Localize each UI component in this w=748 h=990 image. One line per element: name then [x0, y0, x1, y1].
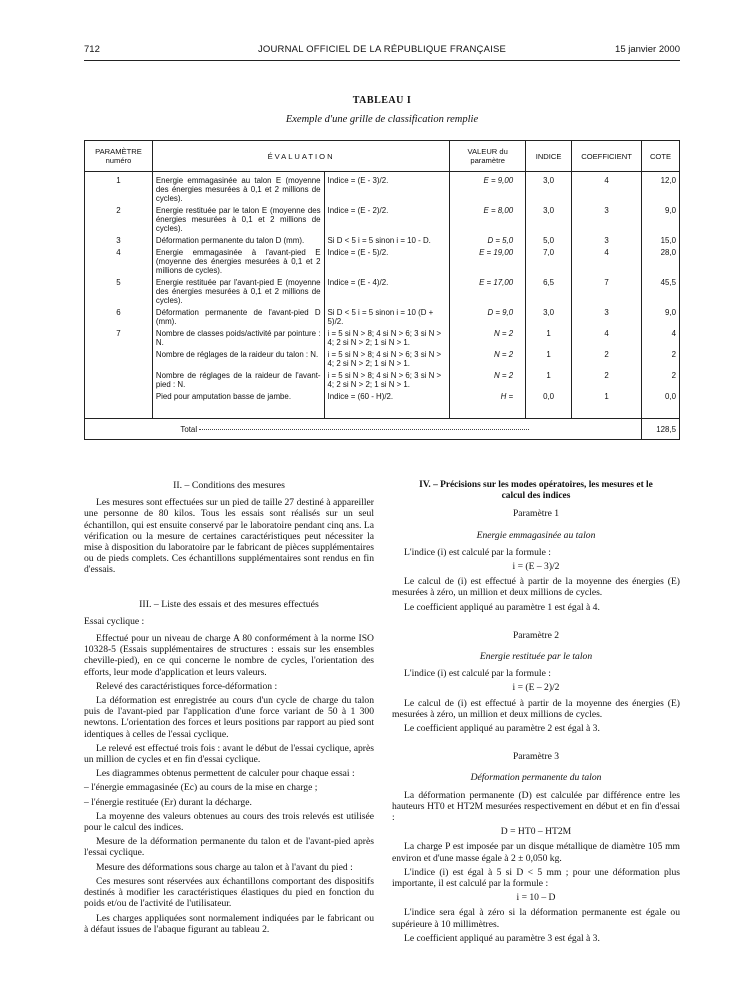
paragraph: L'indice sera égal à zéro si la déformation permanente est égale ou supérieure à 10 millimètres.	[392, 907, 680, 930]
paragraph: Essai cyclique :	[84, 615, 145, 627]
cote-value: 12,0	[642, 176, 680, 206]
section-2-title: II. – Conditions des mesures	[173, 480, 285, 491]
param-number: 5	[85, 278, 153, 308]
indice-value: 3,0	[526, 176, 572, 206]
leader-dots	[199, 429, 529, 430]
param-number: 2	[85, 206, 153, 236]
table-title: TABLEAU I	[352, 95, 412, 106]
parameter-1-heading: Paramètre 1	[512, 508, 560, 520]
header-param: PARAMÈTRE numéro	[85, 141, 153, 172]
evaluation-description: Energie restituée par l'avant-pied E (moyenne des énergies mesurées à 0,1 et 2 millions de cycles).	[152, 278, 324, 308]
cote-value: 15,0	[642, 236, 680, 248]
table-row	[85, 206, 680, 236]
header-cote: COTE	[642, 141, 680, 172]
cote-value: 2	[642, 371, 680, 392]
paragraph: L'indice (i) est calculé par la formule :	[404, 668, 551, 680]
evaluation-description: Pied pour amputation basse de jambe.	[152, 392, 324, 404]
parameter-value: N = 2	[450, 371, 526, 392]
coefficient-value: 4	[572, 176, 642, 206]
coefficient-value: 3	[572, 206, 642, 236]
coefficient-value: 2	[572, 350, 642, 371]
formula: i = 10 – D	[516, 892, 556, 904]
coefficient-value: 3	[572, 236, 642, 248]
parameter-1-subtitle: Energie emmagasinée au talon	[476, 529, 596, 541]
paragraph: Relevé des caractéristiques force-déformation :	[96, 680, 278, 692]
parameter-2-subtitle: Energie restituée par le talon	[479, 651, 593, 663]
evaluation-description: Energie emmagasinée au talon E (moyenne des énergies mesurées à 0,1 et 2 millions de cycles).	[152, 176, 324, 206]
coefficient-value: 4	[572, 329, 642, 350]
parameter-value: N = 2	[450, 329, 526, 350]
parameter-3-subtitle: Déformation permanente du talon	[470, 772, 602, 784]
param-number: 7	[85, 329, 153, 350]
coefficient-value: 1	[572, 392, 642, 404]
cote-value: 0,0	[642, 392, 680, 404]
right-column	[392, 480, 680, 947]
table-row	[85, 350, 680, 371]
parameter-value: D = 5,0	[450, 236, 526, 248]
indice-value: 3,0	[526, 206, 572, 236]
parameter-value: N = 2	[450, 350, 526, 371]
table-header-row	[85, 141, 680, 172]
header-rule	[84, 60, 680, 61]
paragraph: La charge P est imposée par un disque métallique de diamètre 105 mm environ et d'une masse égale à 2 ± 0,050 kg.	[392, 841, 680, 864]
coefficient-value: 2	[572, 371, 642, 392]
page-header	[84, 44, 680, 58]
table-row	[85, 329, 680, 350]
paragraph: L'indice (i) est calculé par la formule :	[404, 546, 551, 558]
paragraph: La déformation permanente (D) est calculée par différence entre les hauteurs HT0 et HT2M mesurées respectivement en début et en fin d'essai :	[392, 789, 680, 824]
coefficient-value: 7	[572, 278, 642, 308]
param-number: 4	[85, 248, 153, 278]
table-row	[85, 371, 680, 392]
evaluation-formula: Indice = (E - 4)/2.	[324, 278, 450, 308]
paragraph: Le coefficient appliqué au paramètre 2 est égal à 3.	[404, 723, 600, 735]
evaluation-formula: i = 5 si N > 8; 4 si N > 6; 3 si N > 4; 2 si N > 2; 1 si N > 1.	[324, 329, 450, 350]
parameter-value: E = 19,00	[450, 248, 526, 278]
evaluation-formula: Si D < 5 i = 5 sinon i = 10 (D + 5)/2.	[324, 308, 450, 329]
parameter-value: D = 9,0	[450, 308, 526, 329]
evaluation-formula: Indice = (E - 2)/2.	[324, 206, 450, 236]
cote-value: 9,0	[642, 206, 680, 236]
paragraph: Le relevé est effectué trois fois : avant le début de l'essai cyclique, après un million de cycles et en fin d'essai cyclique.	[84, 742, 374, 766]
evaluation-description: Déformation permanente du talon D (mm).	[152, 236, 324, 248]
param-number: 3	[85, 236, 153, 248]
total-label: Total	[180, 424, 198, 434]
paragraph: La moyenne des valeurs obtenues au cours des trois relevés est utilisée pour le calcul des indices.	[84, 810, 374, 834]
evaluation-formula: Si D < 5 i = 5 sinon i = 10 - D.	[324, 236, 450, 248]
table-subtitle: Exemple d'une grille de classification remplie	[285, 114, 479, 125]
indice-value: 7,0	[526, 248, 572, 278]
paragraph: Mesure de la déformation permanente du talon et de l'avant-pied après l'essai cyclique.	[84, 836, 374, 859]
table-row	[85, 248, 680, 278]
paragraph: Le coefficient appliqué au paramètre 3 est égal à 3.	[404, 932, 600, 944]
evaluation-formula: Indice = (60 - H)/2.	[324, 392, 450, 404]
section-4-title: IV. – Précisions sur les modes opératoires, les mesures et le calcul des indices	[419, 480, 653, 502]
parameter-value: E = 9,00	[450, 176, 526, 206]
list-item: – l'énergie emmagasinée (Ec) au cours de la mise en charge ;	[84, 782, 318, 794]
indice-value: 5,0	[526, 236, 572, 248]
paragraph: Le coefficient appliqué au paramètre 1 est égal à 4.	[404, 601, 600, 613]
paragraph: Le calcul de (i) est effectué à partir de la moyenne des énergies (E) mesurées à zéro, un million et deux millions de cycles.	[392, 697, 680, 720]
evaluation-formula: Indice = (E - 5)/2.	[324, 248, 450, 278]
parameter-value: E = 8,00	[450, 206, 526, 236]
indice-value: 1	[526, 350, 572, 371]
indice-value: 1	[526, 371, 572, 392]
classification-table	[84, 140, 680, 440]
evaluation-description: Déformation permanente de l'avant-pied D (mm).	[152, 308, 324, 329]
paragraph: Les mesures sont effectuées sur un pied de taille 27 destiné à appareiller une personne de 80 kilos. Tous les essais sont réalisés sur un seul échantillon, qui est ensuite conservé par le laboratoire pendant cinq ans. La vérification ou la mesure de certaines caractéristiques peut nécessiter la mise à disposition du laboratoire par le fabricant de pièces supplémentaires ou de pieds complets. Ces échantillons supplémentaires sont rendus en fin d'essais.	[84, 497, 374, 576]
journal-title: JOURNAL OFFICIEL DE LA RÉPUBLIQUE FRANÇAISE	[257, 44, 507, 55]
publication-date: 15 janvier 2000	[615, 44, 680, 55]
table-row	[85, 176, 680, 206]
paragraph: Mesure des déformations sous charge au talon et à l'avant du pied :	[96, 861, 353, 873]
param-number: 6	[85, 308, 153, 329]
section-3-title: III. – Liste des essais et des mesures effectués	[139, 598, 319, 610]
indice-value: 0,0	[526, 392, 572, 404]
evaluation-formula: i = 5 si N > 8; 4 si N > 6; 3 si N > 4; 2 si N > 2; 1 si N > 1.	[324, 350, 450, 371]
list-item: – l'énergie restituée (Er) durant la décharge.	[84, 796, 252, 808]
parameter-2-heading: Paramètre 2	[512, 629, 560, 641]
coefficient-value: 4	[572, 248, 642, 278]
cote-value: 2	[642, 350, 680, 371]
table-row	[85, 308, 680, 329]
formula: i = (E – 2)/2	[512, 682, 560, 694]
param-number	[85, 371, 153, 392]
paragraph: Effectué pour un niveau de charge A 80 conformément à la norme ISO 10328-5 (Essais supplémentaires de structures : essais sur les ensembles cheville-pied), en ce qui concerne le nombre de cycles, l'orientation des efforts, leur mode d'application et leurs valeurs.	[84, 633, 374, 678]
indice-value: 6,5	[526, 278, 572, 308]
header-coefficient: COEFFICIENT	[572, 141, 642, 172]
parameter-value: E = 17,00	[450, 278, 526, 308]
header-evaluation: ÉVALUATION	[152, 141, 449, 172]
paragraph: Les charges appliquées sont normalement indiquées par le fabricant ou à défaut issues de l'abaque figurant au tableau 2.	[84, 912, 374, 935]
table-row	[85, 278, 680, 308]
cote-value: 4	[642, 329, 680, 350]
table-row	[85, 392, 680, 404]
evaluation-formula: Indice = (E - 3)/2.	[324, 176, 450, 206]
paragraph: Le calcul de (i) est effectué à partir de la moyenne des énergies (E) mesurées à zéro, un million et deux millions de cycles.	[392, 576, 680, 599]
cote-value: 45,5	[642, 278, 680, 308]
table-row	[85, 236, 680, 248]
parameter-value: H =	[450, 392, 526, 404]
coefficient-value: 3	[572, 308, 642, 329]
formula: D = HT0 – HT2M	[500, 826, 572, 838]
evaluation-description: Nombre de classes poids/activité par pointure : N.	[152, 329, 324, 350]
indice-value: 3,0	[526, 308, 572, 329]
evaluation-formula: i = 5 si N > 8; 4 si N > 6; 3 si N > 4; 2 si N > 2; 1 si N > 1.	[324, 371, 450, 392]
param-number	[85, 392, 153, 404]
header-indice: INDICE	[526, 141, 572, 172]
indice-value: 1	[526, 329, 572, 350]
paragraph: L'indice (i) est égal à 5 si D < 5 mm ; pour une déformation plus importante, il est calculé par la formule :	[392, 866, 680, 890]
param-number	[85, 350, 153, 371]
parameter-3-heading: Paramètre 3	[512, 751, 560, 763]
evaluation-description: Energie restituée par le talon E (moyenne des énergies mesurées à 0,1 et 2 millions de cycles).	[152, 206, 324, 236]
header-valeur: VALEUR du paramètre	[450, 141, 526, 172]
paragraph: Les diagrammes obtenus permettent de calculer pour chaque essai :	[96, 768, 355, 780]
evaluation-description: Nombre de réglages de la raideur du talon : N.	[152, 350, 324, 371]
evaluation-description: Energie emmagasinée à l'avant-pied E (moyenne des énergies mesurées à 0,1 et 2 millions de cycles).	[152, 248, 324, 278]
paragraph: La déformation est enregistrée au cours d'un cycle de charge du talon puis de l'avant-pied par l'application d'une force variant de 50 à 1 300 newtons. L'orientation des forces et leurs positions par rapport au pied sont identiques à celles de l'essai cyclique.	[84, 695, 374, 740]
paragraph: Ces mesures sont réservées aux échantillons comportant des dispositifs destinés à modifier les caractéristiques élastiques du pied en fonction du poids et/ou de l'activité de l'utilisateur.	[84, 875, 374, 910]
total-value: 128,5	[642, 419, 680, 440]
formula: i = (E – 3)/2	[512, 561, 560, 573]
total-row	[85, 419, 680, 440]
cote-value: 28,0	[642, 248, 680, 278]
evaluation-description: Nombre de réglages de la raideur de l'avant-pied : N.	[152, 371, 324, 392]
cote-value: 9,0	[642, 308, 680, 329]
param-number: 1	[85, 176, 153, 206]
left-column	[84, 480, 374, 938]
page-number: 712	[84, 44, 100, 55]
